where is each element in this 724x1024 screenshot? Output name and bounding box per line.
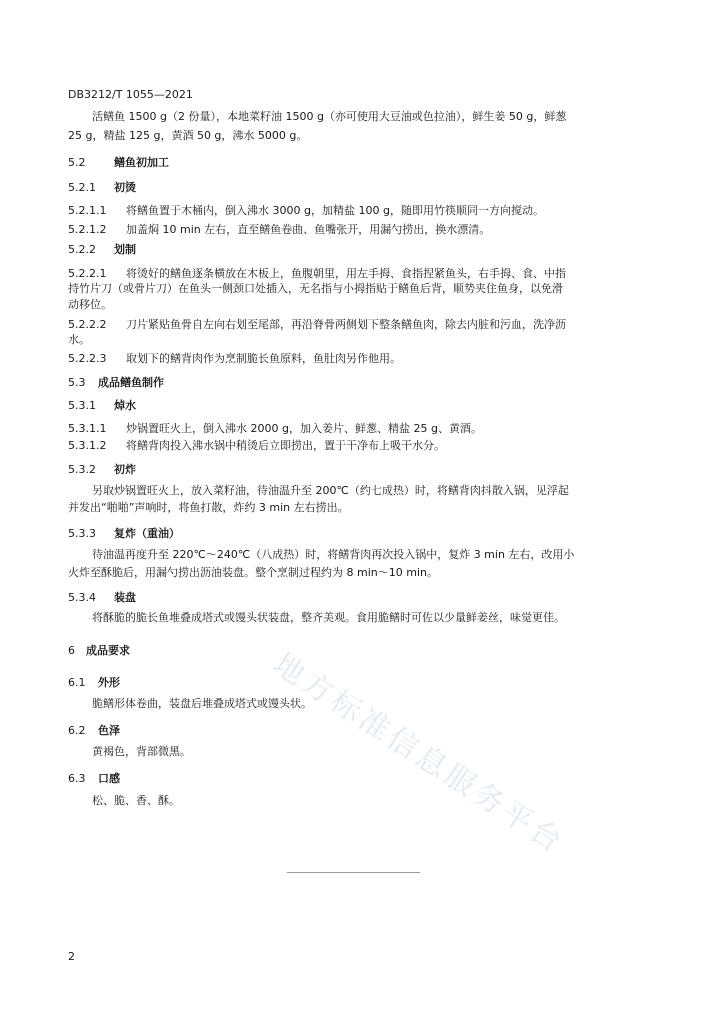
body-line: 持竹片刀（或骨片刀）在鱼头一侧颈口处插入，无名指与小拇指贴于鳝鱼后背，顺势夹住鱼身，以免滑 — [68, 282, 563, 295]
clause-5-3-1-1: 5.3.1.1 炒锅置旺火上，倒入沸水 2000 g，加入姜片、鲜葱、精盐 25 g、黄酒。 — [68, 422, 482, 435]
section-5-3-1-heading: 5.3.1 焯水 — [68, 399, 136, 412]
section-6-2-heading: 6.2 色泽 — [68, 724, 120, 737]
section-5-3-4-heading: 5.3.4 装盘 — [68, 591, 136, 604]
document-id-header: DB3212/T 1055—2021 — [68, 88, 193, 101]
section-5-2-1-heading: 5.2.1 初烫 — [68, 181, 136, 194]
clause-5-2-1-1: 5.2.1.1 将鳝鱼置于木桶内，倒入沸水 3000 g，加精盐 100 g，随即用竹筷顺同一方向搅动。 — [68, 204, 544, 217]
section-5-3-2-heading: 5.3.2 初炸 — [68, 463, 136, 476]
section-6-heading: 6 成品要求 — [68, 644, 130, 657]
body-line: 脆鳝形体卷曲，装盘后堆叠成塔式或馒头状。 — [92, 697, 312, 710]
section-5-3-3-heading: 5.3.3 复炸（重油） — [68, 527, 180, 540]
clause-5-2-2-1: 5.2.2.1 将烫好的鳝鱼逐条横放在木板上，鱼腹朝里，用左手拇、食指捏紧鱼头，右手拇、食、中指 — [68, 267, 566, 280]
clause-5-3-1-2: 5.3.1.2 将鳝背肉投入沸水锅中稍烫后立即捞出，置于干净布上吸干水分。 — [68, 439, 445, 452]
body-line: 火炸至酥脆后，用漏勺捞出沥油装盘。整个烹制过程约为 8 min～10 min。 — [68, 566, 438, 579]
body-line: 另取炒锅置旺火上，放入菜籽油，待油温升至 200℃（约七成热）时，将鳝背肉抖散入锅，见浮起 — [92, 484, 569, 497]
body-line: 25 g，精盐 125 g，黄酒 50 g，沸水 5000 g。 — [68, 129, 308, 142]
section-6-1-heading: 6.1 外形 — [68, 676, 120, 689]
body-line: 动移位。 — [68, 298, 112, 311]
body-line: 待油温再度升至 220℃～240℃（八成热）时，将鳝背肉再次投入锅中，复炸 3 min 左右，改用小 — [92, 548, 575, 561]
watermark: 地方标准信息服务平台 — [266, 646, 571, 862]
section-5-2-2-heading: 5.2.2 划制 — [68, 243, 136, 256]
section-5-2-heading: 5.2 鳝鱼初加工 — [68, 156, 169, 169]
body-line: 活鳝鱼 1500 g（2 份量），本地菜籽油 1500 g（亦可使用大豆油或色拉油），鲜生姜 50 g，鲜葱 — [92, 110, 567, 123]
section-6-3-heading: 6.3 口感 — [68, 772, 120, 785]
body-line: 将酥脆的脆长鱼堆叠成塔式或馒头状装盘，整齐美观。食用脆鳝时可佐以少量鲜姜丝，味觉更佳。 — [92, 611, 565, 624]
body-line: 并发出“啪啪”声响时，将鱼打散，炸约 3 min 左右捞出。 — [68, 501, 349, 514]
clause-5-2-1-2: 5.2.1.2 加盖焖 10 min 左右，直至鳝鱼卷曲、鱼嘴张开，用漏勺捞出，换水漂清。 — [68, 223, 491, 236]
body-line: 黄褐色，背部微黑。 — [92, 745, 191, 758]
clause-5-2-2-3: 5.2.2.3 取划下的鳝背肉作为烹制脆长鱼原料，鱼肚肉另作他用。 — [68, 352, 401, 365]
body-line: 水。 — [68, 333, 90, 346]
body-line: 松、脆、香、酥。 — [92, 794, 180, 807]
end-rule — [287, 872, 420, 873]
clause-5-2-2-2: 5.2.2.2 刀片紧贴鱼骨自左向右划至尾部，再沿脊骨两侧划下整条鳝鱼肉，除去内脏和污血，洗净沥 — [68, 318, 566, 331]
section-5-3-heading: 5.3 成品鳝鱼制作 — [68, 376, 164, 389]
page-number: 2 — [68, 950, 75, 963]
